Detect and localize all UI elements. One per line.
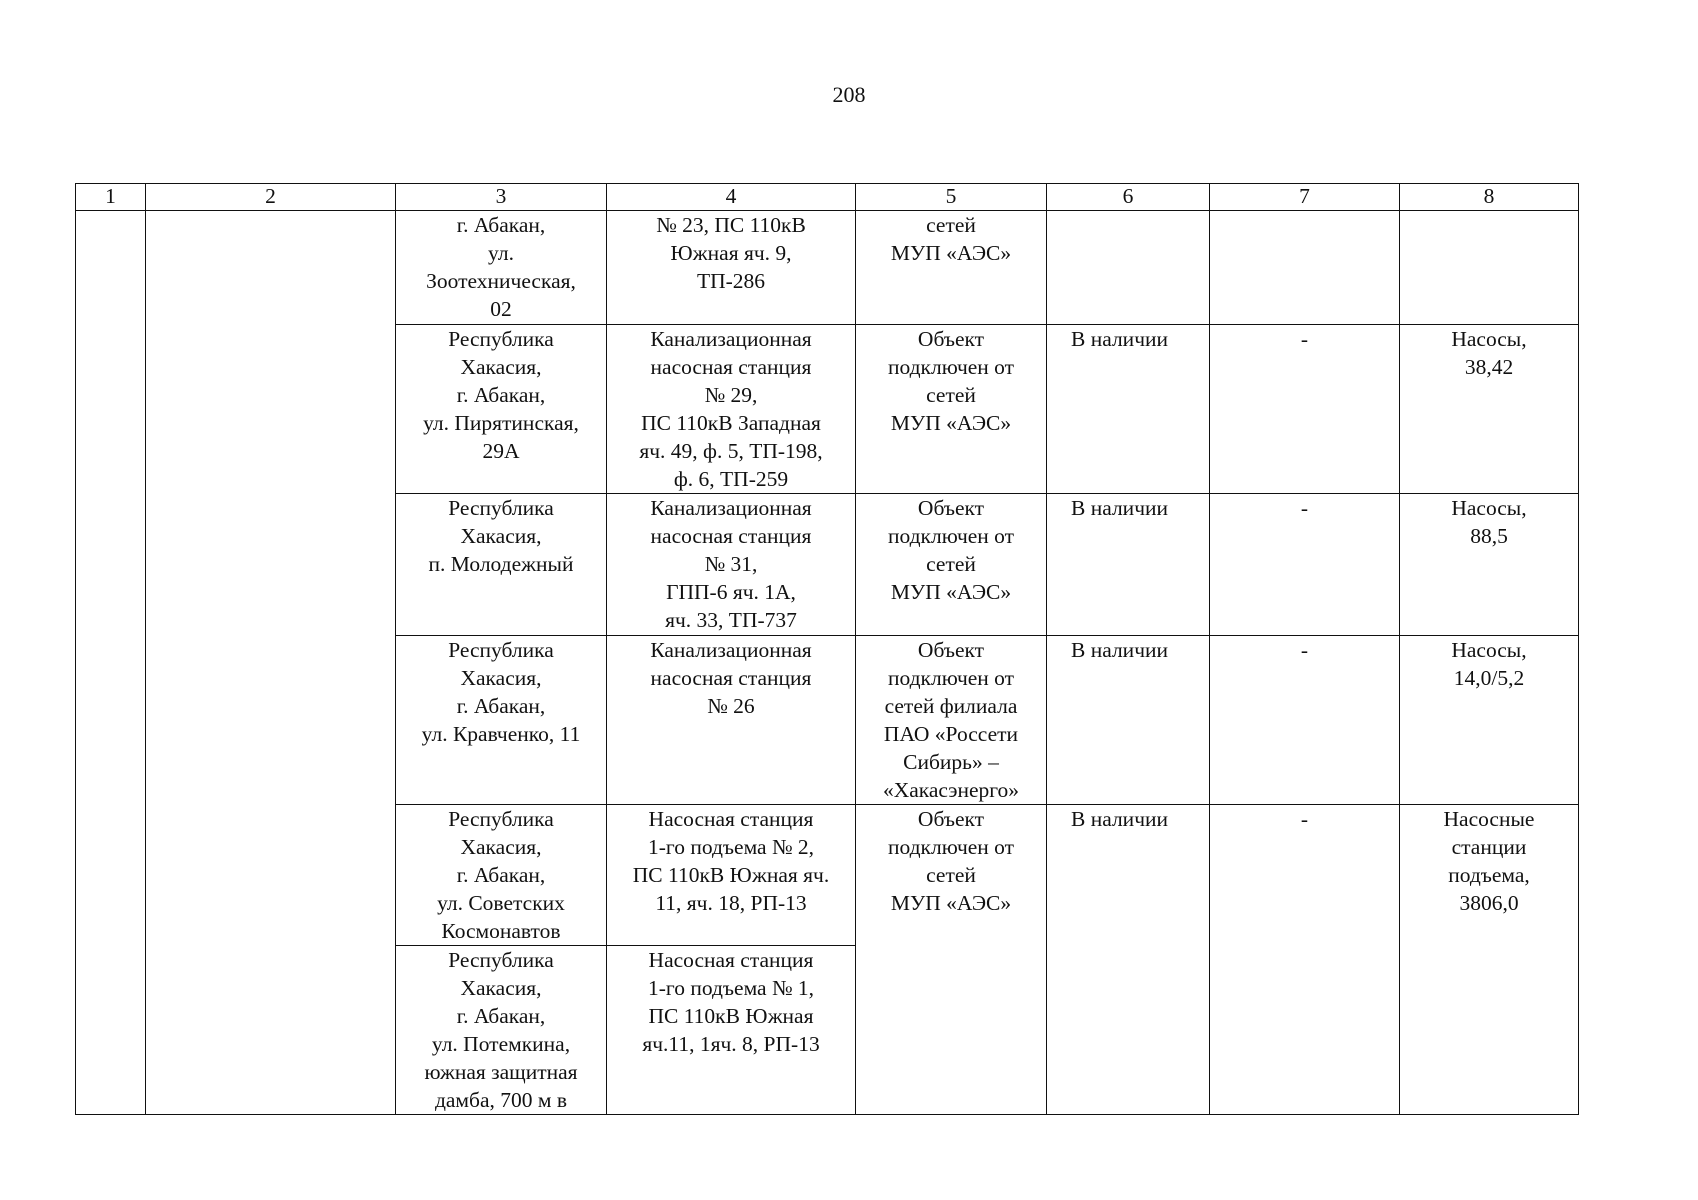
address-text: Республика Хакасия, п. Молодежный xyxy=(428,496,574,576)
status-text: В наличии xyxy=(1071,496,1169,520)
object-cell xyxy=(607,211,856,325)
object-text: Канализационная насосная станция № 31, ГПП-6 яч. 1А, яч. 33, ТП-737 xyxy=(650,496,812,632)
dash-cell xyxy=(1210,805,1400,1115)
status-cell xyxy=(1047,636,1210,805)
status-cell xyxy=(1047,325,1210,494)
address-text: Республика Хакасия, г. Абакан, ул. Советских Космонавтов xyxy=(437,807,565,943)
status-cell xyxy=(1047,211,1210,325)
data-table xyxy=(75,183,1579,1115)
connection-cell xyxy=(856,636,1047,805)
address-text: Республика Хакасия, г. Абакан, ул. Потемкина, южная защитная дамба, 700 м в xyxy=(424,948,578,1112)
connection-text: сетей МУП «АЭС» xyxy=(890,213,1012,265)
status-text: В наличии xyxy=(1071,327,1169,351)
object-text: № 23, ПС 110кВ Южная яч. 9, ТП-286 xyxy=(656,213,806,293)
column-header-4: 4 xyxy=(607,184,856,211)
address-cell xyxy=(396,805,607,946)
dash-text: - xyxy=(1300,638,1309,662)
object-cell xyxy=(607,805,856,946)
dash-text: - xyxy=(1300,327,1309,351)
address-cell xyxy=(396,494,607,636)
dash-cell xyxy=(1210,636,1400,805)
table-row xyxy=(76,211,1579,325)
status-cell xyxy=(1047,805,1210,1115)
column-header-5: 5 xyxy=(856,184,1047,211)
status-text: В наличии xyxy=(1071,807,1169,831)
column-2-cell xyxy=(146,211,396,1115)
column-header-6: 6 xyxy=(1047,184,1210,211)
dash-text: - xyxy=(1300,807,1309,831)
capacity-cell xyxy=(1400,805,1579,1115)
connection-cell xyxy=(856,494,1047,636)
capacity-cell xyxy=(1400,494,1579,636)
address-cell xyxy=(396,636,607,805)
connection-cell xyxy=(856,325,1047,494)
capacity-text: Насосы, 14,0/5,2 xyxy=(1451,638,1527,690)
address-text: г. Абакан, ул. Зоотехническая, 02 xyxy=(426,213,576,321)
object-text: Канализационная насосная станция № 26 xyxy=(650,638,812,718)
column-header-1: 1 xyxy=(76,184,146,211)
connection-text: Объект подключен от сетей филиала ПАО «Россети Сибирь» – «Хакасэнерго» xyxy=(882,638,1020,802)
column-1-cell xyxy=(76,211,146,1115)
address-text: Республика Хакасия, г. Абакан, ул. Пирятинская, 29А xyxy=(423,327,579,463)
object-cell xyxy=(607,494,856,636)
column-header-3: 3 xyxy=(396,184,607,211)
column-header-2: 2 xyxy=(146,184,396,211)
status-text: В наличии xyxy=(1071,638,1169,662)
object-cell xyxy=(607,636,856,805)
status-cell xyxy=(1047,494,1210,636)
object-text: Насосная станция 1-го подъема № 1, ПС 110кВ Южная яч.11, 1яч. 8, РП-13 xyxy=(642,948,820,1056)
connection-text: Объект подключен от сетей МУП «АЭС» xyxy=(887,327,1015,435)
connection-text: Объект подключен от сетей МУП «АЭС» xyxy=(887,807,1015,915)
address-cell xyxy=(396,325,607,494)
object-text: Насосная станция 1-го подъема № 2, ПС 110кВ Южная яч. 11, яч. 18, РП-13 xyxy=(632,807,830,915)
capacity-cell xyxy=(1400,211,1579,325)
dash-cell xyxy=(1210,494,1400,636)
column-header-7: 7 xyxy=(1210,184,1400,211)
object-text: Канализационная насосная станция № 29, ПС 110кВ Западная яч. 49, ф. 5, ТП-198, ф. 6, ТП-259 xyxy=(639,327,823,491)
capacity-text: Насосные станции подъема, 3806,0 xyxy=(1443,807,1535,915)
capacity-cell xyxy=(1400,636,1579,805)
column-numbers-row xyxy=(76,184,1579,211)
connection-cell xyxy=(856,211,1047,325)
object-cell xyxy=(607,946,856,1115)
address-cell xyxy=(396,211,607,325)
object-cell xyxy=(607,325,856,494)
page-number: 208 xyxy=(832,82,866,107)
connection-cell xyxy=(856,805,1047,1115)
capacity-cell xyxy=(1400,325,1579,494)
capacity-text: Насосы, 38,42 xyxy=(1451,327,1527,379)
dash-cell xyxy=(1210,325,1400,494)
column-header-8: 8 xyxy=(1400,184,1579,211)
dash-cell xyxy=(1210,211,1400,325)
dash-text: - xyxy=(1300,496,1309,520)
connection-text: Объект подключен от сетей МУП «АЭС» xyxy=(887,496,1015,604)
address-text: Республика Хакасия, г. Абакан, ул. Кравченко, 11 xyxy=(421,638,581,746)
capacity-text: Насосы, 88,5 xyxy=(1451,496,1527,548)
address-cell xyxy=(396,946,607,1115)
